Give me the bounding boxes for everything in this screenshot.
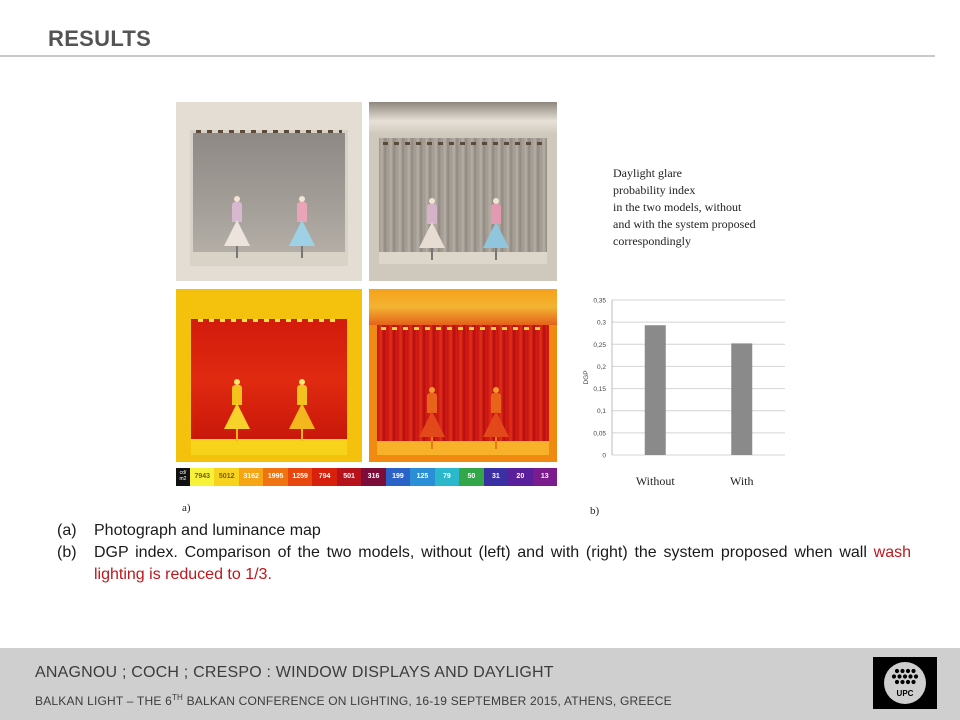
ceiling-lights [381,327,545,330]
luminance-unit-bottom: m2 [179,476,187,482]
luminance-unit-top: cd/ [179,470,187,476]
ceiling-lights [196,130,342,133]
footer-authors-title: ANAGNOU ; COCH ; CRESPO : WINDOW DISPLAYS AND DAYLIGHT [35,664,554,681]
luminance-map-with-system [369,289,557,462]
luminance-floor [191,439,347,455]
y-tick-label: 0,15 [593,386,606,394]
luminance-scale-cell: 1995 [263,468,287,486]
luminance-scale-cell: 13 [533,468,557,486]
luminance-header-area [369,289,557,325]
luminance-scale-cell: 50 [459,468,483,486]
bar-with [731,343,752,455]
chart-caption-line: and with the system proposed [613,217,756,231]
dgp-bar-chart [575,290,790,490]
curtain-backdrop [379,138,547,262]
mannequin-dress-left [224,196,250,258]
display-floor [379,252,547,264]
luminance-scale-cell: 5012 [214,468,238,486]
luminance-scale-legend [176,468,557,486]
chart-caption-line: correspondingly [613,234,691,248]
y-tick-label: 0,25 [593,341,606,349]
bar-without [645,325,666,455]
luminance-scale-cell: 501 [337,468,361,486]
photo-with-system [369,102,557,281]
caption-a-text: Photograph and luminance map [94,522,321,539]
x-tick-label: Without [635,474,675,488]
caption-b [57,542,911,586]
chart-caption [613,165,803,250]
footer-bar [0,648,960,720]
x-tick-label: With [729,474,754,488]
luminance-scale-cell: 20 [508,468,532,486]
footer-conference-start: BALKAN LIGHT – THE 6 [35,694,172,708]
caption-a [57,520,911,542]
mannequin-luminance-left [419,387,445,449]
y-axis-label: DGP [583,370,590,385]
mannequin-luminance-right [483,387,509,449]
y-tick-label: 0 [602,452,606,460]
display-floor [190,252,348,266]
mannequin-luminance-left [224,379,250,441]
mannequin-luminance-right [289,379,315,441]
upc-logo-text: UPC [896,689,914,698]
luminance-scale-cell: 31 [484,468,508,486]
chart-caption-line: probability index [613,183,696,197]
upc-logo [873,657,937,709]
caption-b-highlight: wash lighting is reduced to 1/3. [94,544,911,583]
luminance-scale-cell: 125 [410,468,434,486]
luminance-unit [176,468,190,486]
title-divider [0,55,935,57]
ceiling-lights [198,319,340,322]
luminance-scale-cell: 7943 [190,468,214,486]
mannequin-dress-right [289,196,315,258]
chart-caption-line: in the two models, without [613,200,742,214]
luminance-scale-cell: 79 [435,468,459,486]
figure-label-a: a) [182,502,191,514]
footer-ordinal-suffix: TH [171,693,184,702]
luminance-map-without-system [176,289,362,462]
caption-b-text: DGP index. Comparison of the two models, without (left) and with (right) the system proposed when wall [94,544,874,561]
footer-conference-end: BALKAN CONFERENCE ON LIGHTING, 16-19 SEPTEMBER 2015, ATHENS, GREECE [183,694,672,708]
luminance-scale-cell: 3162 [239,468,263,486]
footer-conference [35,693,672,708]
window-display-interior [190,130,348,262]
luminance-floor [377,441,549,455]
figure-captions [57,520,911,586]
y-tick-label: 0,2 [596,363,606,371]
mannequin-dress-right [483,198,509,260]
display-header-area [369,102,557,134]
luminance-interior [377,325,549,443]
luminance-scale-cell: 1259 [288,468,312,486]
page-title: RESULTS [48,26,152,51]
mannequin-dress-left [419,198,445,260]
caption-a-marker: (a) [57,522,77,539]
luminance-scale-cell: 316 [361,468,385,486]
luminance-interior [191,319,347,441]
caption-b-marker: (b) [57,544,77,561]
ceiling-lights [383,142,543,145]
y-tick-label: 0,1 [596,408,606,416]
luminance-scale-cell: 794 [312,468,336,486]
y-tick-label: 0,3 [596,319,606,327]
figure-label-b: b) [590,505,600,517]
caption-b-body [94,542,911,586]
chart-caption-line: Daylight glare [613,166,682,180]
luminance-scale-cell: 199 [386,468,410,486]
y-tick-label: 0,35 [593,297,606,305]
y-tick-label: 0,05 [593,430,606,438]
upc-logo-mark [873,657,937,709]
photo-without-system [176,102,362,281]
